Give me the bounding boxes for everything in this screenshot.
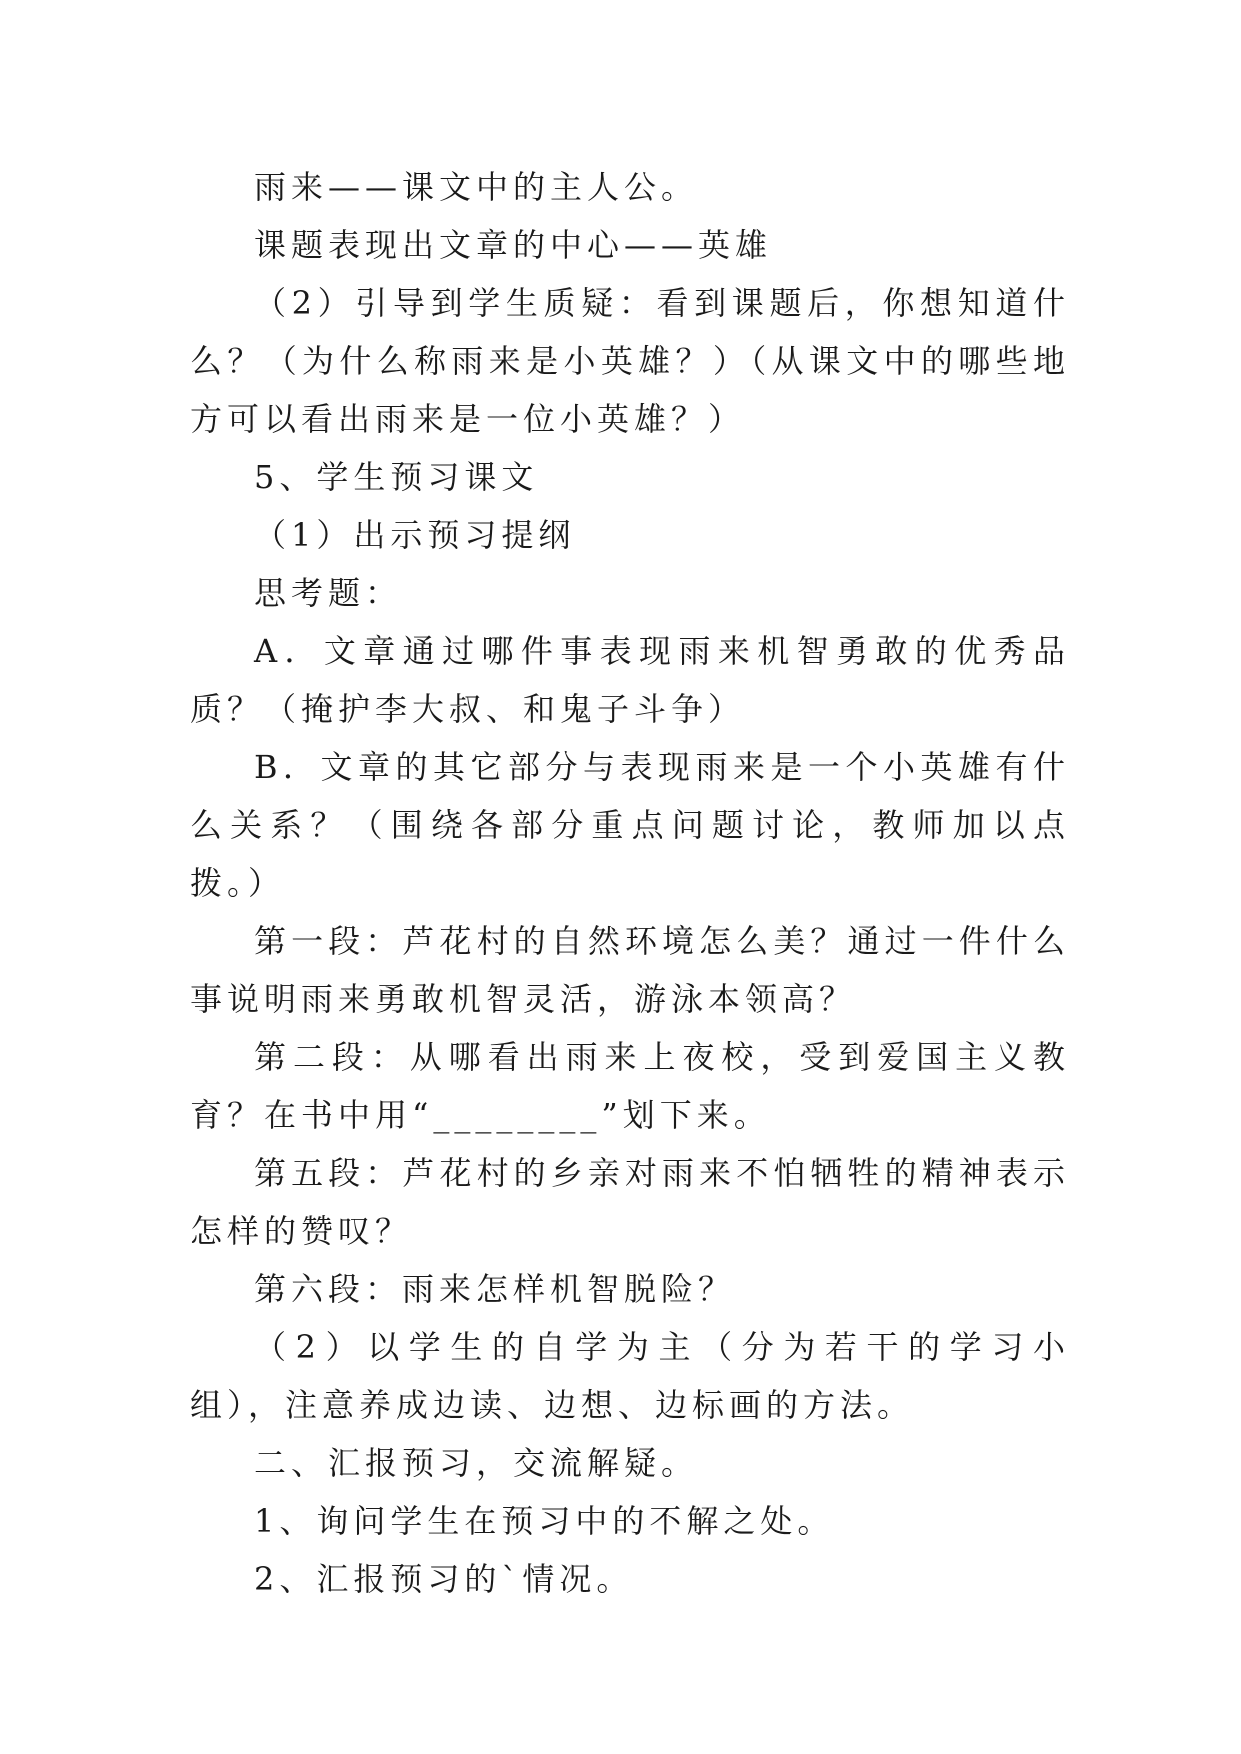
paragraph-16: 2、汇报预习的`情况。 bbox=[254, 1560, 634, 1598]
paragraph-7: A．文章通过哪件事表现雨来机智勇敢的优秀品质？（掩护李大叔、和鬼子斗争） bbox=[190, 632, 1070, 728]
paragraph-1: 雨来——课文中的主人公。 bbox=[254, 168, 699, 206]
paragraph-2: 课题表现出文章的中心——英雄 bbox=[254, 226, 773, 264]
paragraph-14: 二、汇报预习，交流解疑。 bbox=[254, 1444, 699, 1482]
paragraph-15: 1、询问学生在预习中的不解之处。 bbox=[254, 1502, 835, 1540]
paragraph-9: 第一段：芦花村的自然环境怎么美？通过一件什么事说明雨来勇敢机智灵活，游泳本领高？ bbox=[190, 922, 1070, 1018]
paragraph-13: （2）以学生的自学为主（分为若干的学习小组），注意养成边读、边想、边标画的方法。 bbox=[190, 1328, 1070, 1424]
paragraph-5: （1）出示预习提纲 bbox=[254, 516, 576, 554]
paragraph-11: 第五段：芦花村的乡亲对雨来不怕牺牲的精神表示怎样的赞叹？ bbox=[190, 1154, 1070, 1250]
paragraph-12: 第六段：雨来怎样机智脱险？ bbox=[254, 1270, 736, 1308]
paragraph-3: （2）引导到学生质疑：看到课题后，你想知道什么？（为什么称雨来是小英雄？）（从课文中的哪些地方可以看出雨来是一位小英雄？） bbox=[190, 284, 1070, 438]
paragraph-8: B．文章的其它部分与表现雨来是一个小英雄有什么关系？（围绕各部分重点问题讨论，教师加以点拨。） bbox=[190, 748, 1070, 902]
paragraph-4: 5、学生预习课文 bbox=[254, 458, 539, 496]
paragraph-10: 第二段：从哪看出雨来上夜校，受到爱国主义教育？在书中用“________”划下来。 bbox=[190, 1038, 1070, 1134]
document-body bbox=[190, 158, 1070, 1608]
paragraph-6: 思考题： bbox=[254, 574, 403, 612]
